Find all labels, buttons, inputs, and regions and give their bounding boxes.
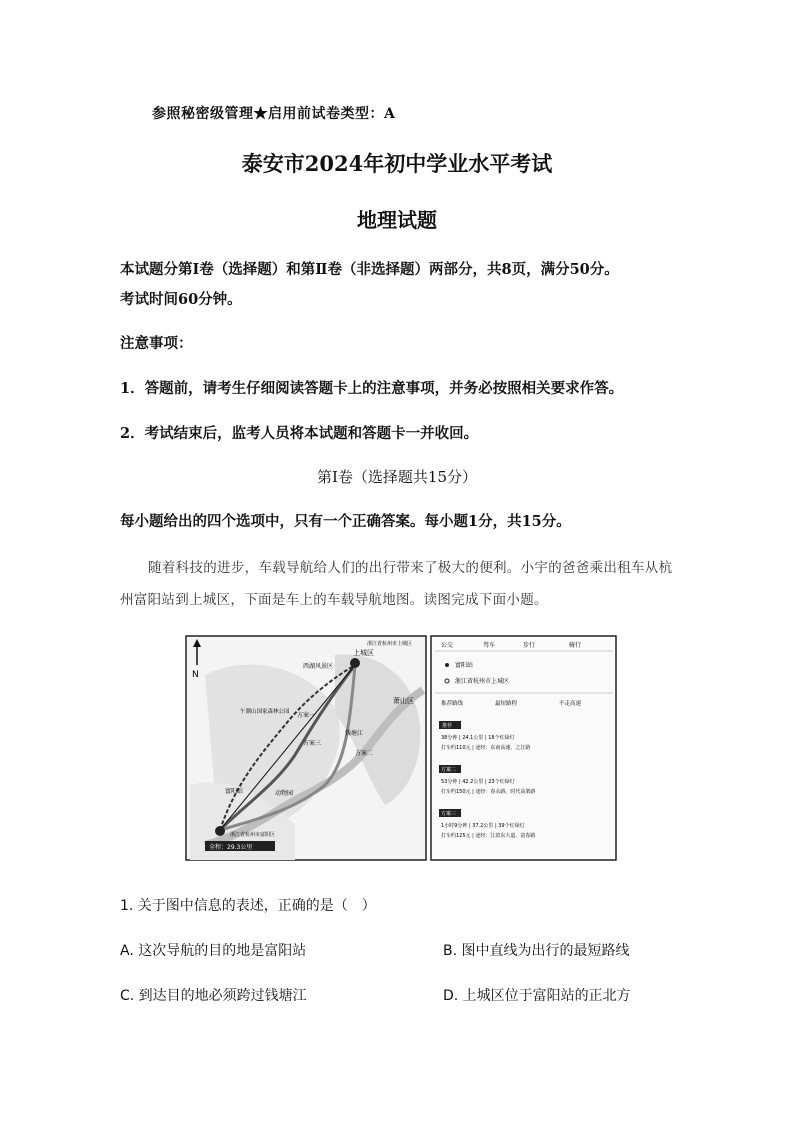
map-label-origin-addr: 浙江省杭州市富阳区 [230, 832, 276, 838]
question-1-option-b[interactable]: B. 图中直线为出行的最短路线 [443, 943, 630, 959]
map-label-xiaoshan: 萧山区 [393, 697, 414, 705]
map-label-zoo: 动物园 [275, 790, 294, 797]
map-label-forest-park: 午潮山国家森林公园 [240, 709, 290, 715]
pref-recommended: 推荐路线 [441, 701, 464, 707]
destination-pin-icon [350, 658, 360, 668]
navigation-map-figure [185, 635, 617, 861]
map-label-plan3: 方案三 [303, 740, 322, 747]
map-label-dest-addr: 浙江省杭州市上城区 [367, 641, 413, 647]
intro-line-2: 考试时间60分钟。 [120, 291, 242, 308]
route-3-detail: 打车约125元 | 途经：江滨东大道、富春路 [441, 833, 536, 839]
route-3-tag: 方案三 [441, 811, 457, 817]
intro-line-1: 本试题分第Ⅰ卷（选择题）和第Ⅱ卷（非选择题）两部分，共8页，满分50分。 [120, 261, 619, 278]
question-1-stem: 1. 关于图中信息的表述，正确的是（ ） [120, 898, 376, 914]
route-2-tag: 方案二 [441, 767, 457, 773]
tab-bus: 公交 [441, 642, 454, 649]
route-2-detail: 打车约150元 | 途经：春永路、时代高架路 [441, 789, 536, 795]
section-title: 第Ⅰ卷（选择题共15分） [316, 468, 477, 486]
north-label: N [192, 670, 199, 680]
map-label-plan1: 方案一 [297, 712, 316, 719]
panel-from: 富阳站 [455, 662, 474, 669]
map-label-plan2: 方案二 [355, 750, 374, 757]
origin-pin-icon [215, 826, 225, 836]
map-label-shangcheng: 上城区 [353, 649, 374, 657]
map-label-fuyang-station: 富阳站 [225, 788, 244, 795]
tab-bike: 骑行 [569, 642, 582, 649]
exam-title: 泰安市2024年初中学业水平考试 [241, 151, 553, 176]
map-label-qiantang: 钱塘江 [345, 730, 364, 737]
route-info-panel [431, 636, 616, 860]
route-2-time: 53分钟 | 42.2公里 | 23个红绿灯 [441, 779, 515, 785]
section-instruction: 每小题给出的四个选项中，只有一个正确答案。每小题1分，共15分。 [120, 513, 571, 530]
question-1-option-d[interactable]: D. 上城区位于富阳站的正北方 [443, 988, 631, 1004]
route-1-time: 38分钟 | 24.1公里 | 18个红绿灯 [441, 735, 515, 741]
route-1-tag: 推荐 [442, 723, 453, 729]
secret-level-line: 参照秘密级管理★启用前试卷类型：A [152, 106, 396, 122]
notes-item-2: 2．考试结束后，监考人员将本试题和答题卡一并收回。 [120, 425, 479, 442]
question-1-option-a[interactable]: A. 这次导航的目的地是富阳站 [120, 943, 307, 959]
tab-walk: 步行 [523, 642, 536, 649]
passage-line-1: 随着科技的进步，车载导航给人们的出行带来了极大的便利。小宇的爸爸乘出租车从杭 [148, 560, 673, 576]
question-1-option-c[interactable]: C. 到达目的地必须跨过钱塘江 [120, 988, 307, 1004]
pref-shortest: 最短路程 [495, 701, 518, 707]
map-label-xihu: 西湖风景区 [303, 663, 334, 670]
map-panel [186, 636, 426, 860]
exam-subtitle: 地理试题 [357, 208, 437, 232]
route-1-detail: 打车约110元 | 途经：东南高速、之江路 [441, 745, 531, 751]
route-3-time: 1小时9分钟 | 37.2公里 | 39个红绿灯 [441, 823, 525, 829]
passage-line-2: 州富阳站到上城区，下面是车上的车载导航地图。读图完成下面小题。 [120, 592, 548, 608]
notes-heading: 注意事项： [120, 335, 193, 352]
panel-to: 浙江省杭州市上城区 [455, 678, 510, 685]
tab-drive: 驾车 [483, 642, 496, 649]
notes-item-1: 1．答题前，请考生仔细阅读答题卡上的注意事项，并务必按照相关要求作答。 [120, 380, 624, 397]
map-label-distance: 全程：29.3公里 [209, 844, 253, 851]
pref-no-highway: 不走高速 [559, 701, 582, 707]
